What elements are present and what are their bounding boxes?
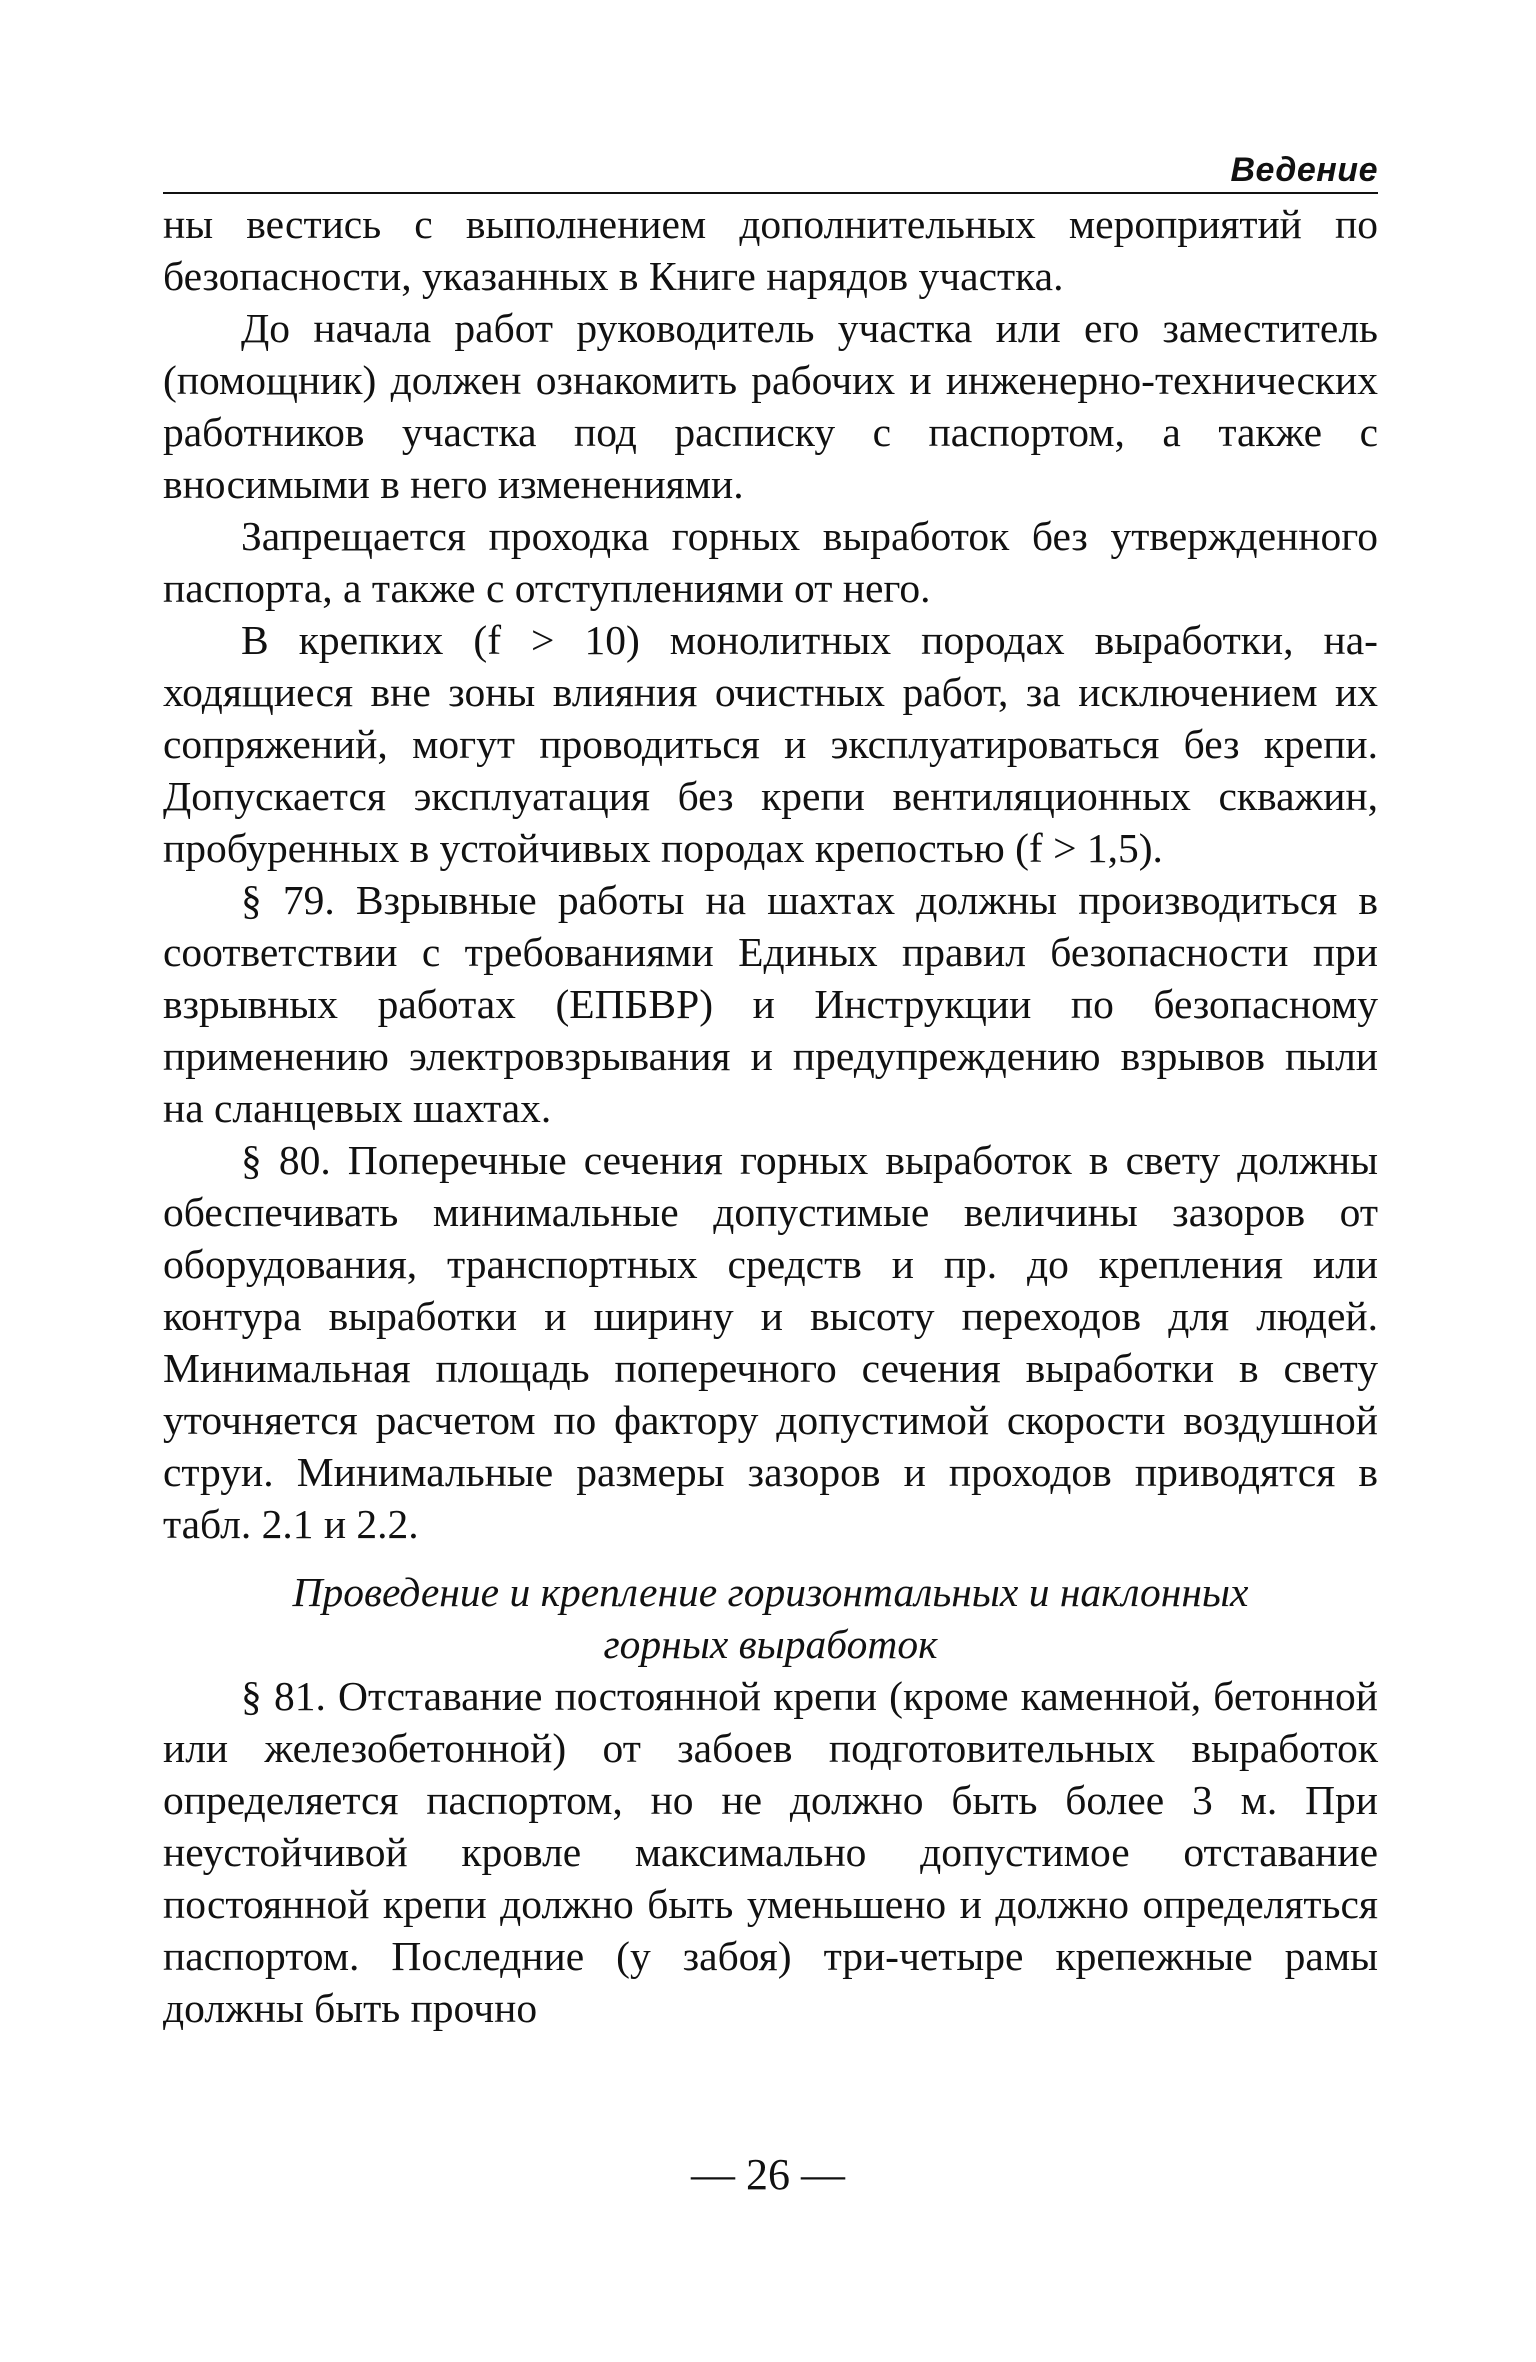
paragraph-section-81: § 81. Отставание постоянной крепи (кроме каменной, бетонной или железобетонной) от забоев подготовительных выработок определяется паспортом, но не должно быть более 3 м. При неустойчивой кровле максимально допустимое отставание постоянной крепи должно быть уменьшено и должно определяться паспортом. Последние (у забоя) три-четыре крепежные рамы должны быть прочно: [163, 1673, 1378, 2031]
page-body: [163, 150, 1378, 2034]
page-number: — 26 —: [691, 2150, 845, 2199]
paragraph-section-79: § 79. Взрывные работы на шахтах должны производиться в соответствии с требованиями Единых правил безопасности при взрывных работах (ЕПБВР) и Инструкции по безопасному применению электровзрывания и предупреждению взрывов пыли на сланцевых шахтах.: [163, 877, 1378, 1131]
paragraph-section-80: § 80. Поперечные сечения горных выработок в свету должны обеспечивать минимальные допустимые величины зазоров от оборудования, транспортных средств и пр. до крепления или контура выработки и ширину и высоту переходов для людей. Минимальная площадь поперечного сечения выработки в свету уточняется расчетом по фактору допустимой скорости воздушной струи. Минимальные размеры зазоров и проходов приводятся в табл. 2.1 и 2.2.: [163, 1137, 1378, 1547]
paragraph-continuation: ны вестись с выполнением дополнительных мероприятий по безопасности, указанных в Книге нарядов участка.: [163, 201, 1378, 299]
paragraph-strong-rocks: В крепких (f > 10) монолитных породах выработки, находящиеся вне зоны влияния очистных работ, за исключением их сопряжений, могут проводиться и эксплуатироваться без крепи. Допускается эксплуатация без крепи вентиляционных скважин, пробуренных в устойчивых породах крепостью (f > 1,5).: [163, 617, 1378, 871]
section-heading: [163, 1566, 1378, 1670]
main-text: [163, 198, 1378, 2034]
header-rule: [163, 192, 1378, 194]
paragraph-briefing: До начала работ руководитель участка или его заместитель (помощник) должен ознакомить рабочих и инженерно-технических работников участка под расписку с паспортом, а также с вносимыми в него изменениями.: [163, 305, 1378, 507]
section-heading-line-2: горных выработок: [603, 1621, 938, 1667]
section-heading-line-1: Проведение и крепление горизонтальных и наклонных: [292, 1569, 1249, 1615]
running-header: [163, 150, 1378, 195]
running-title: Ведение: [1230, 151, 1378, 189]
paragraph-prohibition: Запрещается проходка горных выработок без утвержденного паспорта, а также с отступлениями от него.: [163, 513, 1378, 611]
